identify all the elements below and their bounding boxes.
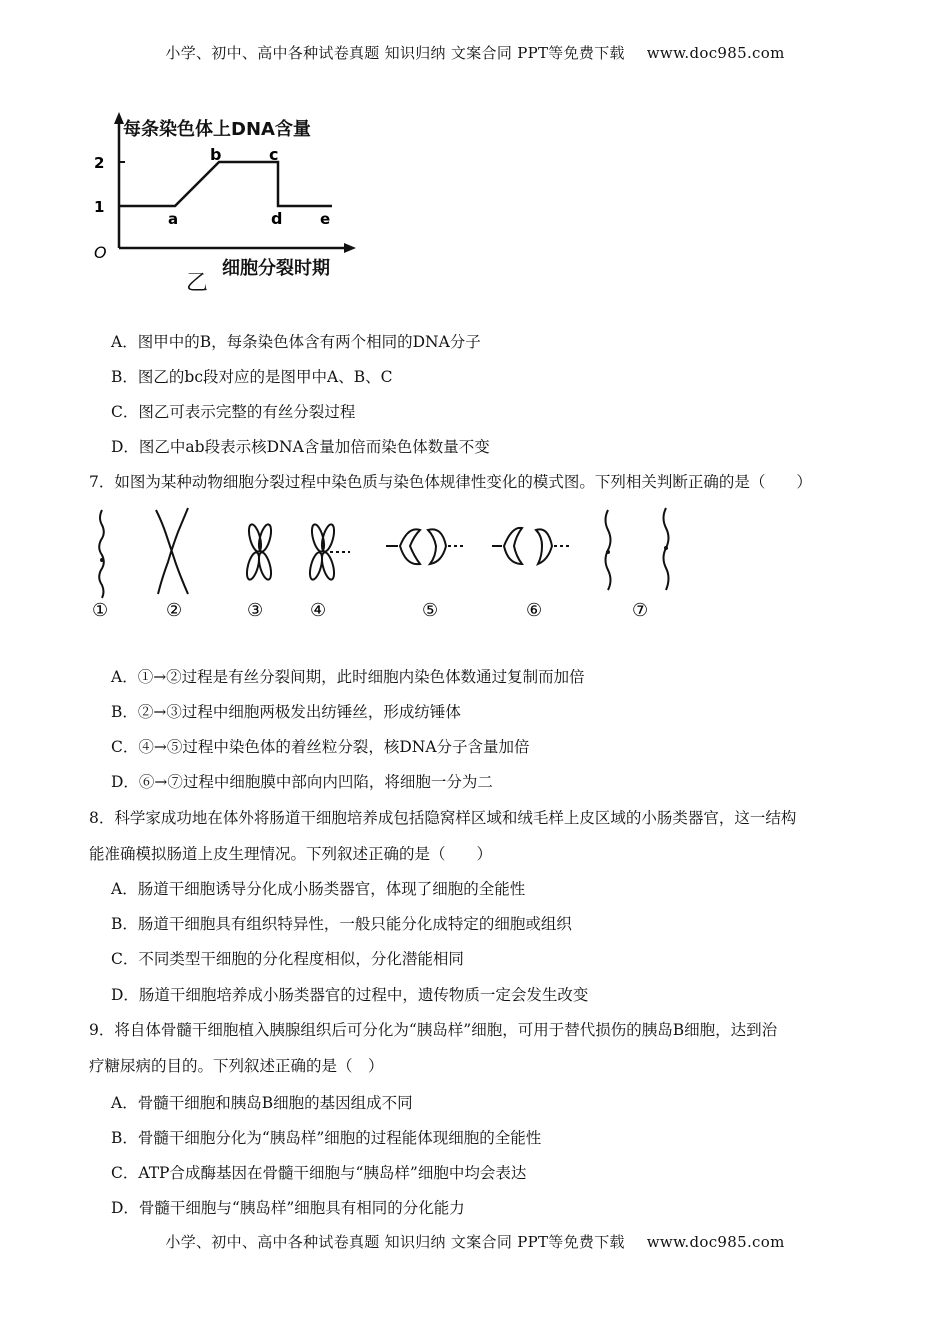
q6-option-b[interactable]: B．图乙的bc段对应的是图甲中A、B、C [111,368,393,386]
point-label-d: d [271,209,283,228]
stage-label-5: ⑤ [422,600,439,621]
q9-option-a[interactable]: A．骨髓干细胞和胰岛B细胞的基因组成不同 [111,1094,413,1112]
page-footer [0,1231,950,1252]
header-text: 小学、初中、高中各种试卷真题 知识归纳 文案合同 PPT等免费下载 [165,44,625,62]
stage-label-7: ⑦ [632,600,649,621]
q9-option-b[interactable]: B．骨髓干细胞分化为“胰岛样”细胞的过程能体现细胞的全能性 [111,1129,542,1147]
page-header [0,42,950,63]
y-axis-label: 每条染色体上DNA含量 [123,119,311,140]
point-label-c: c [269,145,279,164]
q6-option-a[interactable]: A．图甲中的B，每条染色体含有两个相同的DNA分子 [111,333,481,351]
y-tick-label-2: 2 [94,154,105,172]
q9-stem-line-2: 疗糖尿病的目的。下列叙述正确的是（ ） [89,1057,384,1075]
q8-option-c[interactable]: C．不同类型干细胞的分化程度相似，分化潜能相同 [111,950,464,968]
q7-stem: 7．如图为某种动物细胞分裂过程中染色质与染色体规律性变化的模式图。下列相关判断正确的是（ ） [89,473,812,491]
q7-option-a[interactable]: A．①→②过程是有丝分裂间期，此时细胞内染色体数通过复制而加倍 [111,668,585,686]
stage-1-chromatin [99,510,104,598]
q8-option-b[interactable]: B．肠道干细胞具有组织特异性，一般只能分化成特定的细胞或组织 [111,915,572,933]
origin-label: O [94,243,107,262]
q9-option-c[interactable]: C．ATP合成酶基因在骨髓干细胞与“胰岛样”细胞中均会表达 [111,1164,527,1182]
q8-stem-line-2: 能准确模拟肠道上皮生理情况。下列叙述正确的是（ ） [89,845,493,863]
x-axis-arrow [344,243,356,253]
q6-option-d[interactable]: D．图乙中ab段表示核DNA含量加倍而染色体数量不变 [111,438,490,456]
figure-caption: 乙 [186,271,209,296]
y-tick-label-1: 1 [94,198,105,216]
footer-text: 小学、初中、高中各种试卷真题 知识归纳 文案合同 PPT等免费下载 [165,1233,625,1251]
q8-option-a[interactable]: A．肠道干细胞诱导分化成小肠类器官，体现了细胞的全能性 [111,880,526,898]
q6-option-c[interactable]: C．图乙可表示完整的有丝分裂过程 [111,403,356,421]
q9-option-d[interactable]: D．骨髓干细胞与“胰岛样”细胞具有相同的分化能力 [111,1199,465,1217]
x-axis-label: 细胞分裂时期 [222,258,330,279]
stage-4-chromosome [308,523,350,581]
point-label-e: e [320,210,331,228]
q9-stem-line-1: 9．将自体骨髓干细胞植入胰腺组织后可分化为“胰岛样”细胞，可用于替代损伤的胰岛B细胞，达到治 [89,1021,778,1039]
q8-option-d[interactable]: D．肠道干细胞培养成小肠类器官的过程中，遗传物质一定会发生改变 [111,986,589,1004]
point-label-a: a [168,210,179,228]
dna-content-curve [119,162,332,206]
stage-3-chromosome [245,523,274,581]
q8-stem-line-1: 8．科学家成功地在体外将肠道干细胞培养成包括隐窝样区域和绒毛样上皮区域的小肠类器官，这一结构 [89,809,797,827]
stage-label-4: ④ [310,600,327,621]
footer-url[interactable]: www.doc985.com [646,1233,785,1251]
stage-6-chromatids [492,528,572,564]
q7-option-d[interactable]: D．⑥→⑦过程中细胞膜中部向内凹陷，将细胞一分为二 [111,773,493,791]
stage-label-3: ③ [247,600,264,621]
header-url[interactable]: www.doc985.com [646,44,785,62]
stage-label-1: ① [92,600,109,621]
point-label-b: b [210,145,222,164]
chromosome-diagram [88,500,698,630]
q7-option-c[interactable]: C．④→⑤过程中染色体的着丝粒分裂，核DNA分子含量加倍 [111,738,530,756]
stage-label-6: ⑥ [526,600,543,621]
q7-option-b[interactable]: B．②→③过程中细胞两极发出纺锤丝，形成纺锤体 [111,703,461,721]
stage-5-chromatids [386,529,464,564]
stage-label-2: ② [166,600,183,621]
